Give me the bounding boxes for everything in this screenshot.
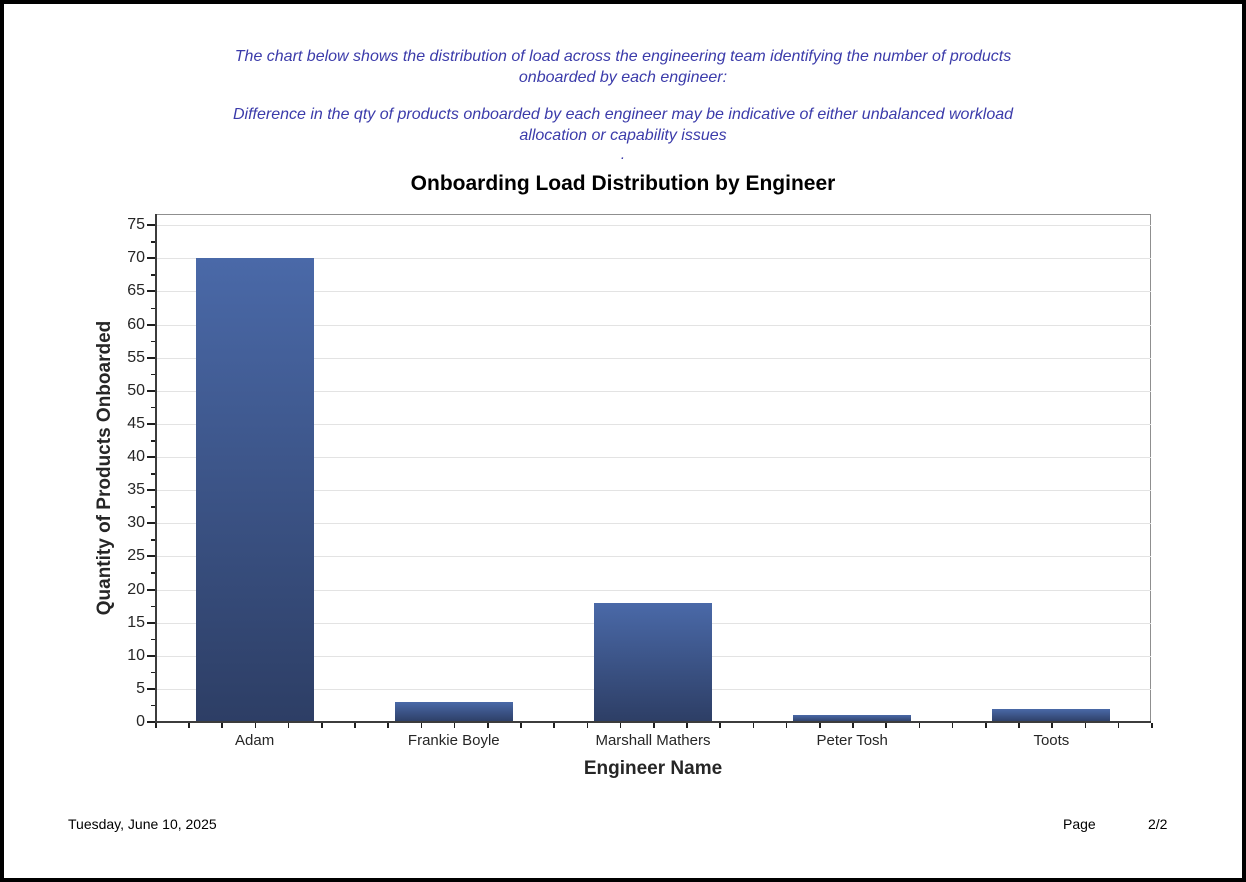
y-minor-tick — [151, 705, 155, 707]
annotation-line: onboarded by each engineer: — [518, 69, 728, 86]
y-tick-label: 45 — [127, 414, 145, 432]
y-minor-tick — [151, 274, 155, 276]
bar-toots — [992, 709, 1110, 722]
annotation-line: Difference in the qty of products onboarded by each engineer may be indicative of either unbalanced workload — [232, 106, 1014, 123]
x-tick — [188, 723, 190, 728]
y-tick-label: 5 — [136, 679, 145, 697]
y-major-tick — [147, 489, 155, 491]
chart-title: Onboarding Load Distribution by Engineer — [410, 172, 836, 195]
y-major-tick — [147, 224, 155, 226]
annotation-line: The chart below shows the distribution of load across the engineering team identifying the number of products — [234, 48, 1012, 65]
x-axis-title: Engineer Name — [583, 758, 723, 779]
y-minor-tick — [151, 506, 155, 508]
y-tick-label: 55 — [127, 348, 145, 366]
y-minor-tick — [151, 572, 155, 574]
y-major-tick — [147, 688, 155, 690]
annotation-trailing-dot: . — [620, 146, 626, 163]
x-tick — [155, 723, 157, 728]
x-tick — [387, 723, 389, 728]
y-major-tick — [147, 655, 155, 657]
y-minor-tick — [151, 407, 155, 409]
y-major-tick — [147, 390, 155, 392]
x-tick — [288, 723, 290, 728]
y-tick-label: 50 — [127, 381, 145, 399]
y-minor-tick — [151, 341, 155, 343]
x-category-label: Toots — [1033, 732, 1070, 749]
x-tick — [620, 723, 622, 728]
y-tick-label: 40 — [127, 448, 145, 466]
x-tick — [421, 723, 423, 728]
y-tick-label: 0 — [136, 713, 145, 730]
y-minor-tick — [151, 241, 155, 243]
y-tick-label: 30 — [127, 514, 145, 532]
y-gridline — [155, 225, 1151, 226]
x-tick — [952, 723, 954, 728]
y-tick-label: 25 — [127, 547, 145, 565]
x-tick — [653, 723, 655, 728]
footer-date: Tuesday, June 10, 2025 — [68, 816, 217, 832]
x-category-label: Frankie Boyle — [407, 732, 500, 749]
y-minor-tick — [151, 639, 155, 641]
footer-page-number: 2/2 — [1148, 816, 1168, 832]
x-tick — [553, 723, 555, 728]
y-major-tick — [147, 257, 155, 259]
x-tick — [587, 723, 589, 728]
x-tick — [321, 723, 323, 728]
y-minor-tick — [151, 440, 155, 442]
x-tick — [255, 723, 257, 728]
y-major-tick — [147, 290, 155, 292]
x-tick — [985, 723, 987, 728]
x-category-label: Marshall Mathers — [595, 732, 711, 749]
x-tick — [786, 723, 788, 728]
y-major-tick — [147, 357, 155, 359]
y-minor-tick — [151, 374, 155, 376]
y-major-tick — [147, 622, 155, 624]
y-axis-line — [155, 214, 157, 722]
y-major-tick — [147, 423, 155, 425]
bar-frankie-boyle — [395, 702, 513, 722]
y-major-tick — [147, 589, 155, 591]
annotation-paragraph-1 — [4, 46, 1242, 88]
y-minor-tick — [151, 672, 155, 674]
y-major-tick — [147, 721, 155, 723]
y-tick-label: 70 — [127, 249, 145, 267]
x-tick — [454, 723, 456, 728]
y-tick-label: 60 — [127, 315, 145, 333]
footer-page-label: Page — [1063, 816, 1096, 832]
x-category-label: Peter Tosh — [816, 732, 888, 749]
y-tick-label: 35 — [127, 481, 145, 499]
y-tick-label: 20 — [127, 580, 145, 598]
bar-adam — [196, 258, 314, 722]
annotation-line: allocation or capability issues — [519, 127, 727, 144]
x-tick — [819, 723, 821, 728]
x-tick — [487, 723, 489, 728]
bar-marshall-mathers — [594, 603, 712, 722]
x-tick — [354, 723, 356, 728]
x-tick — [1085, 723, 1087, 728]
x-axis-line — [147, 721, 1151, 723]
x-tick — [919, 723, 921, 728]
x-tick — [1051, 723, 1053, 728]
x-tick — [221, 723, 223, 728]
y-minor-tick — [151, 473, 155, 475]
x-tick — [686, 723, 688, 728]
y-tick-label: 10 — [127, 646, 145, 664]
x-tick — [885, 723, 887, 728]
x-tick — [1151, 723, 1153, 728]
y-axis-title: Quantity of Products Onboarded — [94, 320, 115, 616]
y-major-tick — [147, 324, 155, 326]
y-major-tick — [147, 456, 155, 458]
x-tick — [852, 723, 854, 728]
x-tick — [719, 723, 721, 728]
y-major-tick — [147, 522, 155, 524]
y-major-tick — [147, 555, 155, 557]
y-tick-label: 75 — [127, 216, 145, 234]
x-tick — [753, 723, 755, 728]
y-minor-tick — [151, 606, 155, 608]
x-tick — [520, 723, 522, 728]
x-category-label: Adam — [235, 732, 275, 749]
y-tick-label: 65 — [127, 282, 145, 300]
x-tick — [1118, 723, 1120, 728]
x-tick — [1018, 723, 1020, 728]
annotation-paragraph-2 — [4, 104, 1242, 146]
y-minor-tick — [151, 308, 155, 310]
y-minor-tick — [151, 539, 155, 541]
y-tick-label: 15 — [127, 613, 145, 631]
